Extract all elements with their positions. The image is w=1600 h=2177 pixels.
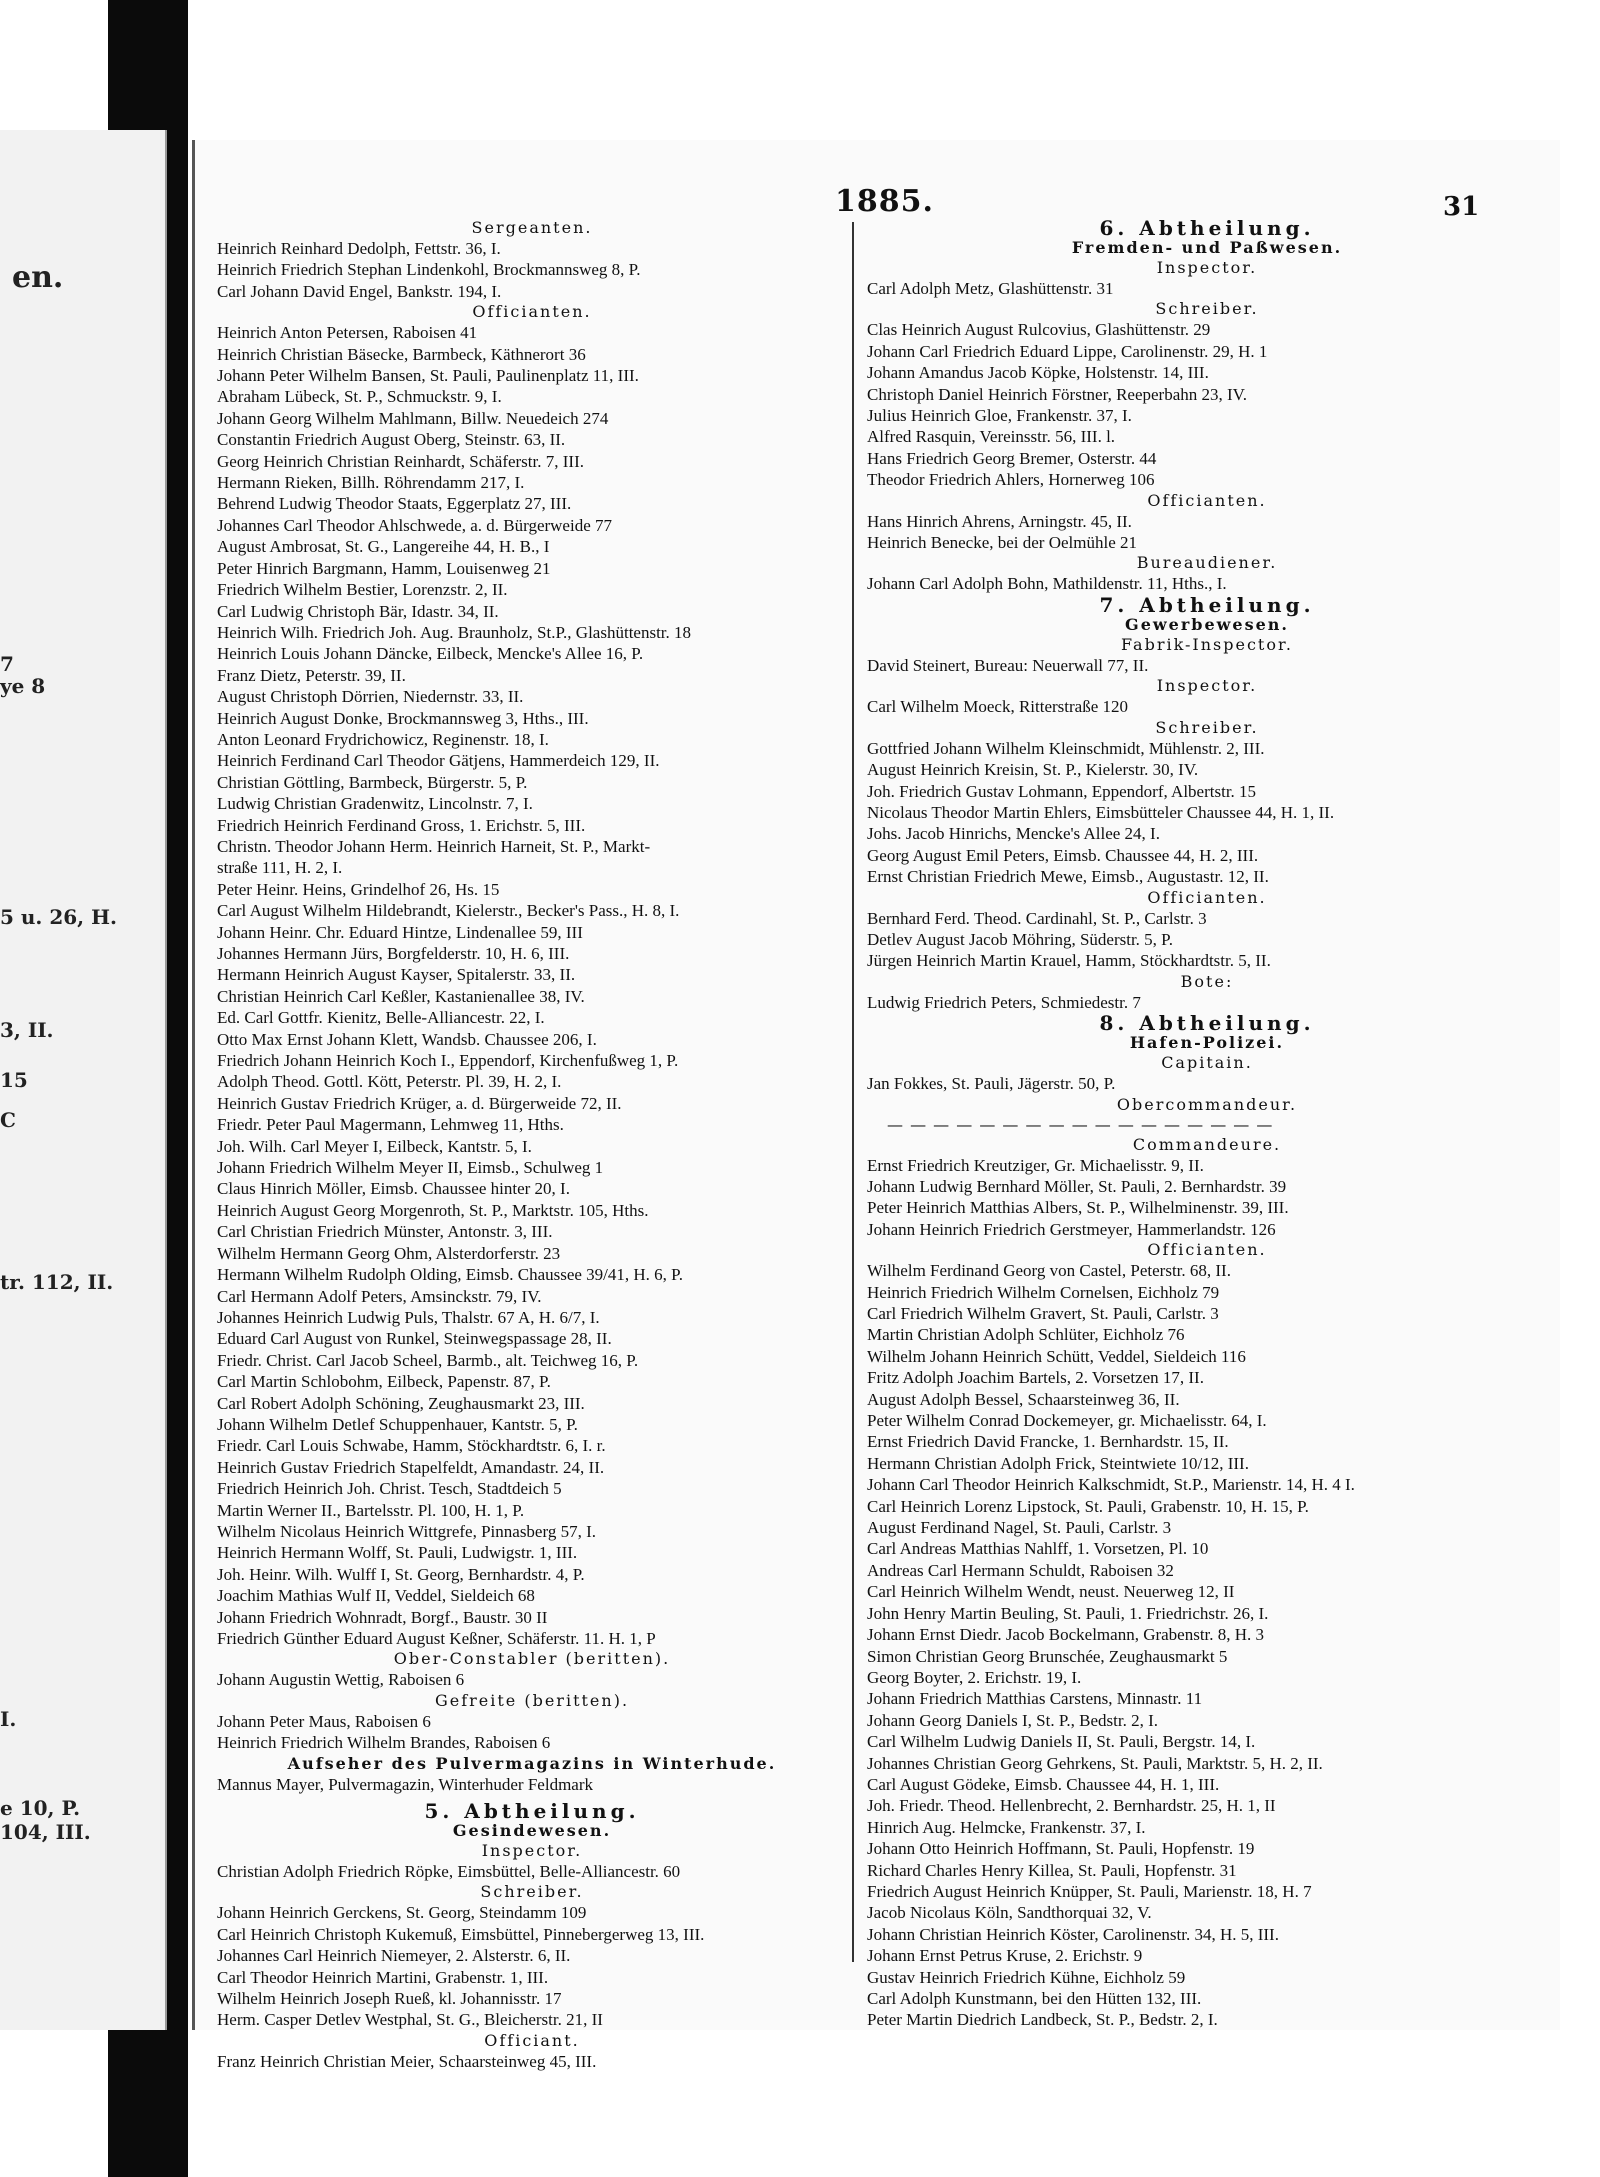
directory-entry: Johannes Hermann Jürs, Borgfelderstr. 10, H. 6, III. (217, 944, 570, 963)
directory-entry: Heinrich Reinhard Dedolph, Fettstr. 36, I. (217, 239, 501, 258)
directory-entry: Constantin Friedrich August Oberg, Steinstr. 63, II. (217, 430, 566, 450)
directory-entry: Carl Heinrich Lorenz Lipstock, St. Pauli, Grabenstr. 10, H. 15, P. (867, 1496, 1309, 1516)
directory-entry: Carl Ludwig Christoph Bär, Idastr. 34, II. (217, 601, 499, 621)
directory-entry: Hans Friedrich Georg Bremer, Osterstr. 44 (867, 448, 1157, 468)
prev-page-fragment: 5 u. 26, H. (0, 905, 117, 929)
directory-entry: Johann Carl Theodor Heinrich Kalkschmidt, St.P., Marienstr. 14, H. 4 I. (867, 1475, 1355, 1495)
directory-entry: August Ferdinand Nagel, St. Pauli, Carlstr. 3 (867, 1518, 1172, 1538)
directory-entry: Nicolaus Theodor Martin Ehlers, Eimsbütteler Chaussee 44, H. 1, II. (867, 802, 1335, 822)
directory-entry: Johann Carl Friedrich Eduard Lippe, Carolinenstr. 29, H. 1 (867, 341, 1268, 361)
section-heading: Gesindewesen. (452, 1821, 612, 1841)
directory-entry: August Heinrich Kreisin, St. P., Kielerstr. 30, IV. (867, 760, 1199, 780)
directory-entry: Johannes Carl Heinrich Niemeyer, 2. Alsterstr. 6, II. (217, 1946, 571, 1966)
directory-entry: Friedrich Johann Heinrich Koch I., Eppendorf, Kirchenfußweg 1, P. (217, 1051, 679, 1071)
section-title: 6. Abtheilung. (1099, 216, 1315, 240)
directory-entry: Carl Christian Friedrich Münster, Antonstr. 3, III. (217, 1222, 553, 1242)
directory-entry: August Christoph Dörrien, Niedernstr. 33, II. (217, 687, 524, 707)
section-heading: Commandeure. (1132, 1134, 1282, 1154)
directory-entry: Johann Otto Heinrich Hoffmann, St. Pauli, Hopfenstr. 19 (867, 1839, 1255, 1859)
prev-page-fragment: 3, II. (0, 1018, 54, 1042)
directory-entry: Joachim Mathias Wulf II, Veddel, Sieldeich 68 (217, 1586, 535, 1606)
directory-entry: Heinrich August Georg Morgenroth, St. P., Marktstr. 105, Hths. (217, 1200, 649, 1220)
directory-entry: Friedr. Carl Louis Schwabe, Hamm, Stöckhardtstr. 6, I. r. (217, 1436, 606, 1456)
directory-entry: Johann Christian Heinrich Köster, Carolinenstr. 34, H. 5, III. (867, 1924, 1279, 1944)
directory-entry: Johann Peter Maus, Raboisen 6 (217, 1711, 431, 1731)
prev-page-fragment: en. (12, 260, 64, 295)
directory-entry: Heinrich Louis Johann Däncke, Eilbeck, Mencke's Allee 16, P. (217, 644, 644, 664)
prev-page-fragment: C (0, 1108, 16, 1132)
section-heading: Sergeanten. (471, 218, 593, 237)
directory-entry: Heinrich Gustav Friedrich Krüger, a. d. Bürgerweide 72, II. (217, 1093, 622, 1113)
directory-entry: Ernst Friedrich David Francke, 1. Bernhardstr. 15, II. (867, 1432, 1229, 1452)
directory-entry: Ernst Friedrich Kreutziger, Gr. Michaelisstr. 9, II. (867, 1155, 1204, 1175)
directory-entry: David Steinert, Bureau: Neuerwall 77, II. (867, 655, 1149, 675)
directory-entry: Johann Ernst Petrus Kruse, 2. Erichstr. 9 (867, 1946, 1143, 1966)
prev-page-fragment: ye 8 (0, 674, 46, 698)
directory-entry: Christoph Daniel Heinrich Förstner, Reeperbahn 23, IV. (867, 384, 1248, 404)
directory-entry: Ludwig Friedrich Peters, Schmiedestr. 7 (867, 992, 1141, 1012)
prev-page-fragment: e 10, P. (0, 1796, 81, 1820)
section-heading: Gewerbewesen. (1125, 614, 1289, 634)
directory-entry: Carl August Gödeke, Eimsb. Chaussee 44, H. 1, III. (867, 1774, 1220, 1794)
section-heading: Aufseher des Pulvermagazins in Winterhude. (287, 1753, 777, 1773)
directory-entry: Martin Werner II., Bartelsstr. Pl. 100, H. 1, P. (217, 1500, 525, 1520)
section-heading: Obercommandeur. (1116, 1094, 1298, 1114)
directory-entry: Detlev August Jacob Möhring, Süderstr. 5, P. (867, 929, 1173, 949)
directory-entry: Christn. Theodor Johann Herm. Heinrich Harneit, St. P., Markt- (217, 836, 651, 856)
section-heading: Hafen-Polizei. (1129, 1033, 1285, 1053)
directory-entry: Hermann Christian Adolph Frick, Steintwiete 10/12, III. (867, 1453, 1249, 1473)
directory-entry: Peter Heinr. Heins, Grindelhof 26, Hs. 15 (217, 879, 500, 899)
directory-entry: Richard Charles Henry Killea, St. Pauli, Hopfenstr. 31 (867, 1860, 1237, 1880)
directory-entry: Johannes Christian Georg Gehrkens, St. Pauli, Marktstr. 5, H. 2, II. (867, 1753, 1323, 1773)
left-column (217, 218, 847, 2072)
section-heading: Schreiber. (1155, 717, 1259, 737)
directory-entry: Johann Carl Adolph Bohn, Mathildenstr. 11, Hths., I. (867, 574, 1227, 594)
directory-entry: Alfred Rasquin, Vereinsstr. 56, III. l. (867, 427, 1116, 447)
directory-entry: Peter Wilhelm Conrad Dockemeyer, gr. Michaelisstr. 64, I. (867, 1411, 1267, 1431)
directory-entry: Hans Hinrich Ahrens, Arningstr. 45, II. (867, 511, 1132, 531)
directory-entry: Hinrich Aug. Helmcke, Frankenstr. 37, I. (867, 1817, 1146, 1837)
directory-entry: Johannes Carl Theodor Ahlschwede, a. d. Bürgerweide 77 (217, 515, 613, 535)
directory-entry: Heinrich Friedrich Stephan Lindenkohl, Brockmannsweg 8, P. (217, 260, 641, 280)
directory-entry: Johann Friedrich Wilhelm Meyer II, Eimsb., Schulweg 1 (217, 1158, 604, 1178)
directory-entry: August Adolph Bessel, Schaarsteinweg 36, II. (867, 1389, 1180, 1409)
directory-entry: Franz Dietz, Peterstr. 39, II. (217, 665, 406, 685)
directory-entry: Eduard Carl August von Runkel, Steinwegspassage 28, II. (217, 1329, 612, 1349)
directory-entry: Heinrich Friedrich Wilhelm Brandes, Raboisen 6 (217, 1733, 551, 1753)
directory-entry: Claus Hinrich Möller, Eimsb. Chaussee hinter 20, I. (217, 1179, 570, 1199)
directory-entry: Adolph Theod. Gottl. Kött, Peterstr. Pl. 39, H. 2, I. (217, 1072, 562, 1092)
directory-entry: Heinrich Christian Bäsecke, Barmbeck, Käthnerort 36 (217, 344, 586, 364)
directory-entry: Julius Heinrich Gloe, Frankenstr. 37, I. (867, 406, 1132, 426)
section-heading: Schreiber. (1155, 299, 1259, 319)
directory-entry: Johann Ernst Diedr. Jacob Bockelmann, Grabenstr. 8, H. 3 (867, 1625, 1265, 1645)
directory-entry: Hermann Wilhelm Rudolph Olding, Eimsb. Chaussee 39/41, H. 6, P. (217, 1265, 684, 1285)
directory-entry: Heinrich Wilh. Friedrich Joh. Aug. Braunholz, St.P., Glashüttenstr. 18 (217, 622, 692, 642)
directory-entry: Georg Boyter, 2. Erichstr. 19, I. (867, 1667, 1082, 1687)
directory-entry: Carl Johann David Engel, Bankstr. 194, I. (217, 281, 502, 301)
directory-entry: Heinrich Ferdinand Carl Theodor Gätjens, Hammerdeich 129, II. (217, 751, 660, 771)
directory-entry: Carl August Wilhelm Hildebrandt, Kielerstr., Becker's Pass., H. 8, I. (217, 901, 680, 921)
section-heading: Bureaudiener. (1136, 553, 1278, 573)
section-heading: Inspector. (481, 1841, 583, 1861)
section-title: 7. Abtheilung. (1099, 592, 1315, 617)
column-divider (852, 222, 854, 1962)
directory-entry: Carl Theodor Heinrich Martini, Grabenstr. 1, III. (217, 1967, 549, 1987)
directory-entry: Johann Heinrich Friedrich Gerstmeyer, Hammerlandstr. 126 (867, 1219, 1276, 1239)
directory-entry: Friedrich Günther Eduard August Keßner, Schäferstr. 11. H. 1, P (217, 1629, 656, 1648)
directory-entry: Johann Friedrich Wohnradt, Borgf., Baustr. 30 II (217, 1607, 548, 1627)
directory-entry: Martin Christian Adolph Schlüter, Eichholz 76 (867, 1325, 1185, 1345)
page-number: 31 (1443, 192, 1480, 222)
directory-entry: Carl Hermann Adolf Peters, Amsinckstr. 79, IV. (217, 1286, 542, 1306)
directory-entry: Carl Martin Schlobohm, Eilbeck, Papenstr. 87, P. (217, 1372, 551, 1392)
directory-entry: Carl Robert Adolph Schöning, Zeughausmarkt 23, III. (217, 1393, 585, 1413)
directory-page (192, 140, 1560, 2071)
directory-entry: Fritz Adolph Joachim Bartels, 2. Vorsetzen 17, II. (867, 1368, 1204, 1388)
directory-entry: Gottfried Johann Wilhelm Kleinschmidt, Mühlenstr. 2, III. (867, 738, 1265, 758)
directory-entry: Carl Adolph Metz, Glashüttenstr. 31 (867, 279, 1114, 298)
directory-entry: Wilhelm Heinrich Joseph Rueß, kl. Johannisstr. 17 (217, 1989, 562, 2009)
directory-entry: Peter Martin Diedrich Landbeck, St. P., Bedstr. 2, I. (867, 2010, 1218, 2030)
directory-entry: Carl Wilhelm Ludwig Daniels II, St. Pauli, Bergstr. 14, I. (867, 1732, 1256, 1752)
prev-page-fragment: 7 (0, 652, 14, 676)
directory-entry: Jürgen Heinrich Martin Krauel, Hamm, Stöckhardtstr. 5, II. (867, 951, 1271, 971)
directory-entry: Heinrich Anton Petersen, Raboisen 41 (217, 323, 478, 343)
directory-entry: Jacob Nicolaus Köln, Sandthorquai 32, V. (867, 1903, 1152, 1923)
section-heading: Officiant. (484, 2030, 580, 2050)
directory-entry: Abraham Lübeck, St. P., Schmuckstr. 9, I. (217, 387, 502, 407)
section-heading: Officianten. (1147, 887, 1267, 907)
section-heading: Inspector. (1156, 258, 1258, 277)
directory-entry: Heinrich Benecke, bei der Oelmühle 21 (867, 533, 1138, 553)
directory-entry: Peter Hinrich Bargmann, Hamm, Louisenweg 21 (217, 558, 551, 578)
directory-entry: Georg Heinrich Christian Reinhardt, Schäferstr. 7, III. (217, 451, 584, 471)
directory-entry: Johann Wilhelm Detlef Schuppenhauer, Kantstr. 5, P. (217, 1414, 578, 1434)
section-heading: Officianten. (472, 302, 592, 322)
section-heading: Capitain. (1161, 1053, 1253, 1073)
directory-entry: Carl Wilhelm Moeck, Ritterstraße 120 (867, 697, 1129, 717)
directory-entry: Wilhelm Hermann Georg Ohm, Alsterdorferstr. 23 (217, 1243, 561, 1263)
directory-entry: Friedrich Wilhelm Bestier, Lorenzstr. 2, II. (217, 580, 508, 600)
directory-entry: Johs. Jacob Hinrichs, Mencke's Allee 24, I. (867, 824, 1160, 844)
section-heading: Officianten. (1147, 490, 1267, 510)
section-heading: Schreiber. (480, 1882, 584, 1902)
section-heading: Fremden- und Paßwesen. (1071, 238, 1343, 257)
directory-entry: Joh. Friedrich Gustav Lohmann, Eppendorf, Albertstr. 15 (867, 781, 1257, 801)
directory-entry: Heinrich Hermann Wolff, St. Pauli, Ludwigstr. 1, III. (217, 1543, 578, 1563)
directory-entry: Johannes Heinrich Ludwig Puls, Thalstr. 67 A, H. 6/7, I. (217, 1307, 600, 1327)
directory-entry: August Ambrosat, St. G., Langereihe 44, H. B., I (217, 537, 550, 557)
directory-entry: Friedr. Christ. Carl Jacob Scheel, Barmb., alt. Teichweg 16, P. (217, 1350, 639, 1370)
page-year: 1885. (835, 184, 934, 219)
directory-entry: Carl Adolph Kunstmann, bei den Hütten 132, III. (867, 1989, 1202, 2008)
directory-entry: Peter Heinrich Matthias Albers, St. P., Wilhelminenstr. 39, III. (867, 1198, 1289, 1218)
directory-entry: Franz Heinrich Christian Meier, Schaarsteinweg 45, III. (217, 2051, 597, 2071)
section-heading: Bote: (1180, 971, 1234, 991)
directory-entry: Jan Fokkes, St. Pauli, Jägerstr. 50, P. (867, 1074, 1116, 1094)
section-heading: Fabrik-Inspector. (1121, 634, 1293, 654)
directory-entry: Friedrich August Heinrich Knüpper, St. Pauli, Marienstr. 18, H. 7 (867, 1881, 1312, 1901)
directory-entry: Carl Andreas Matthias Nahlff, 1. Vorsetzen, Pl. 10 (867, 1539, 1209, 1559)
directory-entry: Heinrich Gustav Friedrich Stapelfeldt, Amandastr. 24, II. (217, 1457, 605, 1477)
prev-page-fragment: tr. 112, II. (0, 1270, 114, 1294)
directory-entry: Clas Heinrich August Rulcovius, Glashüttenstr. 29 (867, 320, 1211, 340)
right-column (867, 218, 1547, 2031)
directory-entry: Johann Heinr. Chr. Eduard Hintze, Lindenallee 59, III (217, 922, 583, 942)
directory-entry: Behrend Ludwig Theodor Staats, Eggerplatz 27, III. (217, 494, 572, 514)
directory-entry: straße 111, H. 2, I. (217, 858, 343, 878)
directory-entry: Georg August Emil Peters, Eimsb. Chaussee 44, H. 2, III. (867, 845, 1259, 865)
section-heading: — — — — — — — — — — — — — — — — — (887, 1114, 1274, 1134)
directory-entry: Herm. Casper Detlev Westphal, St. G., Bleicherstr. 21, II (217, 2010, 603, 2030)
section-heading: Officianten. (1147, 1240, 1267, 1260)
directory-entry: Christian Adolph Friedrich Röpke, Eimsbüttel, Belle-Alliancestr. 60 (217, 1862, 681, 1882)
directory-entry: Ludwig Christian Gradenwitz, Lincolnstr. 7, I. (217, 794, 533, 814)
directory-entry: Ed. Carl Gottfr. Kienitz, Belle-Alliancestr. 22, I. (217, 1008, 545, 1028)
directory-entry: Johann Georg Daniels I, St. P., Bedstr. 2, I. (867, 1710, 1159, 1730)
directory-entry: Otto Max Ernst Johann Klett, Wandsb. Chaussee 206, I. (217, 1029, 597, 1049)
directory-entry: Joh. Heinr. Wilh. Wulff I, St. Georg, Bernhardstr. 4, P. (217, 1564, 585, 1584)
prev-page-fragment: I. (0, 1707, 17, 1731)
section-title: 5. Abtheilung. (424, 1799, 640, 1824)
directory-entry: Mannus Mayer, Pulvermagazin, Winterhuder Feldmark (217, 1774, 594, 1794)
directory-entry: Carl Heinrich Wilhelm Wendt, neust. Neuerweg 12, II (867, 1582, 1235, 1602)
directory-entry: Joh. Friedr. Theod. Hellenbrecht, 2. Bernhardstr. 25, H. 1, II (867, 1796, 1276, 1816)
directory-entry: Christian Heinrich Carl Keßler, Kastanienallee 38, IV. (217, 986, 585, 1006)
directory-entry: Carl Heinrich Christoph Kukemuß, Eimsbüttel, Pinnebergerweg 13, III. (217, 1924, 705, 1944)
directory-entry: John Henry Martin Beuling, St. Pauli, 1. Friedrichstr. 26, I. (867, 1603, 1269, 1623)
directory-entry: Johann Augustin Wettig, Raboisen 6 (217, 1670, 465, 1690)
directory-entry: Wilhelm Johann Heinrich Schütt, Veddel, Sieldeich 116 (867, 1346, 1246, 1366)
directory-entry: Carl Friedrich Wilhelm Gravert, St. Pauli, Carlstr. 3 (867, 1304, 1219, 1323)
directory-entry: Joh. Wilh. Carl Meyer I, Eilbeck, Kantstr. 5, I. (217, 1136, 532, 1156)
directory-entry: Friedr. Peter Paul Magermann, Lehmweg 11, Hths. (217, 1115, 564, 1135)
directory-entry: Johann Peter Wilhelm Bansen, St. Pauli, Paulinenplatz 11, III. (217, 366, 639, 386)
directory-entry: Hermann Rieken, Billh. Röhrendamm 217, I. (217, 473, 525, 493)
section-heading: Ober-Constabler (beritten). (393, 1649, 671, 1669)
directory-entry: Ernst Christian Friedrich Mewe, Eimsb., Augustastr. 12, II. (867, 867, 1269, 887)
directory-entry: Heinrich August Donke, Brockmannsweg 3, Hths., III. (217, 708, 589, 728)
directory-entry: Theodor Friedrich Ahlers, Hornerweg 106 (867, 470, 1155, 490)
directory-entry: Johann Heinrich Gerckens, St. Georg, Steindamm 109 (217, 1903, 587, 1923)
section-heading: Inspector. (1156, 676, 1258, 696)
prev-page-fragment: 15 (0, 1068, 28, 1092)
section-title: 8. Abtheilung. (1099, 1011, 1315, 1036)
directory-entry: Johann Ludwig Bernhard Möller, St. Pauli, 2. Bernhardstr. 39 (867, 1176, 1287, 1196)
directory-entry: Johann Amandus Jacob Köpke, Holstenstr. 14, III. (867, 363, 1209, 383)
directory-entry: Bernhard Ferd. Theod. Cardinahl, St. P., Carlstr. 3 (867, 908, 1207, 928)
directory-entry: Wilhelm Ferdinand Georg von Castel, Peterstr. 68, II. (867, 1261, 1231, 1281)
previous-page-edge (0, 130, 167, 2030)
directory-entry: Anton Leonard Frydrichowicz, Reginenstr. 18, I. (217, 729, 549, 749)
directory-entry: Wilhelm Nicolaus Heinrich Wittgrefe, Pinnasberg 57, I. (217, 1521, 596, 1541)
section-heading: Gefreite (beritten). (434, 1690, 630, 1710)
directory-entry: Heinrich Friedrich Wilhelm Cornelsen, Eichholz 79 (867, 1282, 1220, 1302)
directory-entry: Johann Georg Wilhelm Mahlmann, Billw. Neuedeich 274 (217, 408, 609, 428)
directory-entry: Simon Christian Georg Brunschée, Zeughausmarkt 5 (867, 1646, 1228, 1666)
directory-entry: Gustav Heinrich Friedrich Kühne, Eichholz 59 (867, 1967, 1186, 1987)
directory-entry: Johann Friedrich Matthias Carstens, Minnastr. 11 (867, 1689, 1203, 1709)
directory-entry: Friedrich Heinrich Ferdinand Gross, 1. Erichstr. 5, III. (217, 815, 586, 835)
directory-entry: Andreas Carl Hermann Schuldt, Raboisen 32 (867, 1560, 1174, 1580)
prev-page-fragment: 104, III. (0, 1820, 91, 1844)
directory-entry: Friedrich Heinrich Joh. Christ. Tesch, Stadtdeich 5 (217, 1479, 562, 1499)
directory-entry: Hermann Heinrich August Kayser, Spitalerstr. 33, II. (217, 965, 576, 985)
directory-entry: Christian Göttling, Barmbeck, Bürgerstr. 5, P. (217, 772, 528, 792)
